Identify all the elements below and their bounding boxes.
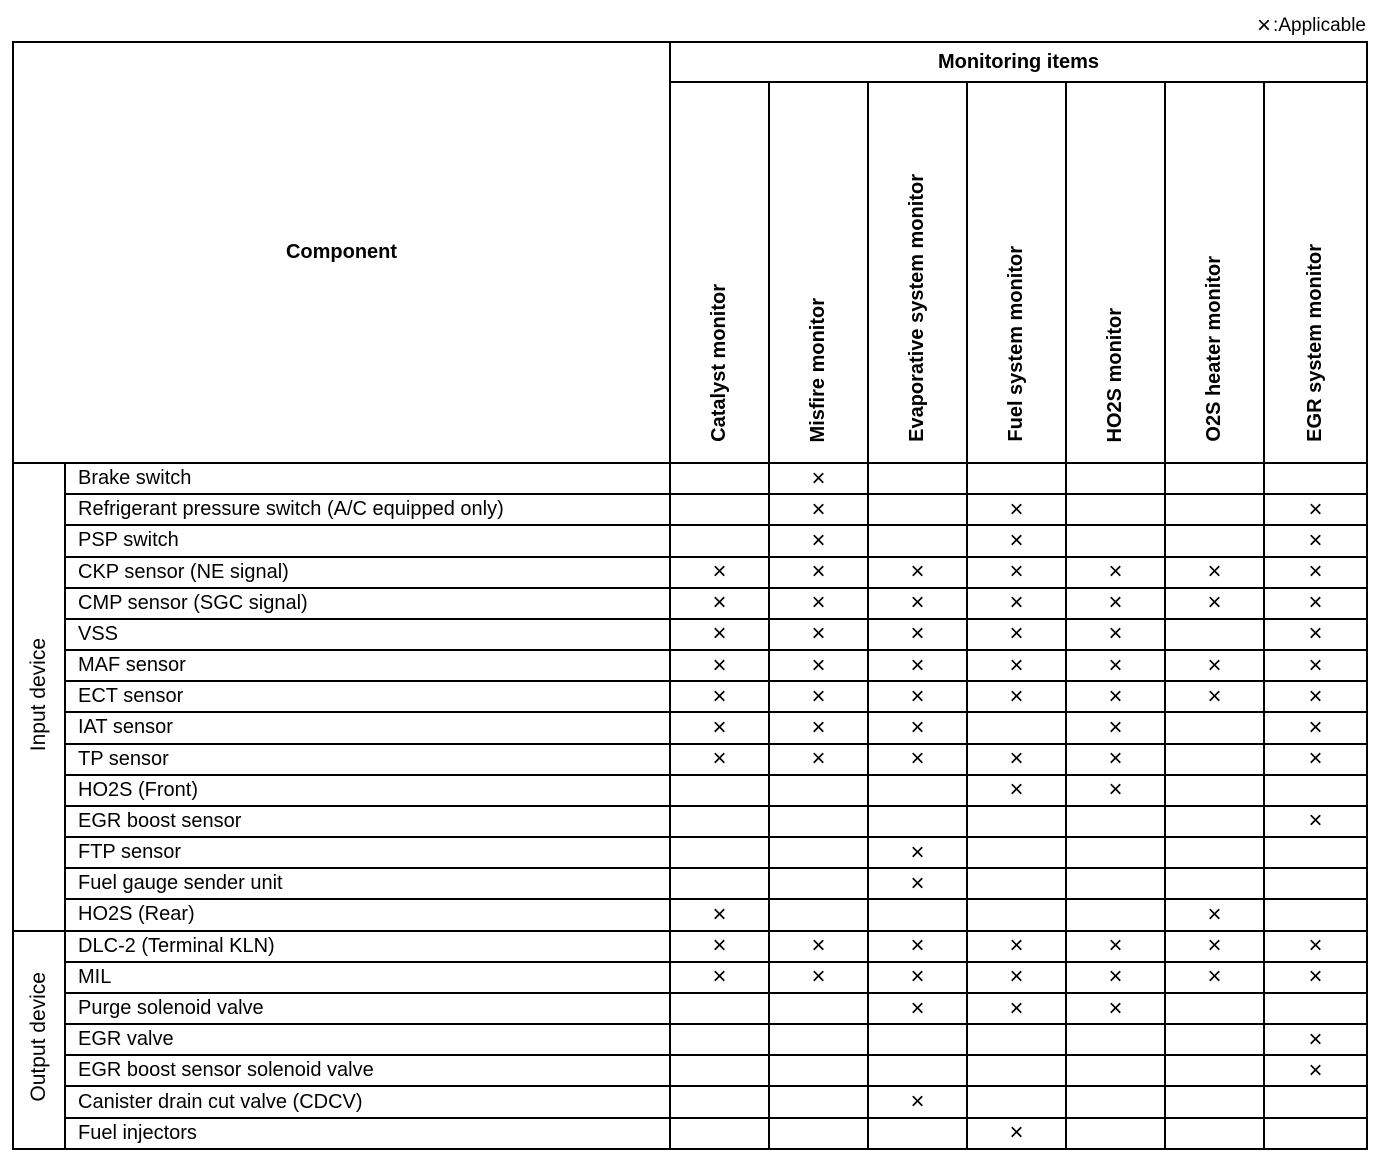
empty-cell	[670, 868, 769, 899]
applicable-mark: ×	[868, 868, 967, 899]
table-row	[13, 806, 1367, 837]
table-row	[13, 899, 1367, 930]
component-name: HO2S (Front)	[65, 775, 670, 806]
empty-cell	[1264, 899, 1367, 930]
monitor-column-header	[868, 82, 967, 463]
monitor-column-label: O2S heater monitor	[1203, 256, 1225, 442]
table-row	[13, 1086, 1367, 1117]
applicable-mark: ×	[769, 712, 868, 743]
empty-cell	[769, 837, 868, 868]
applicable-mark: ×	[1066, 931, 1165, 962]
empty-cell	[1165, 1086, 1264, 1117]
applicable-mark: ×	[769, 588, 868, 619]
matrix-body	[13, 463, 1367, 1149]
applicable-mark: ×	[670, 712, 769, 743]
table-row	[13, 557, 1367, 588]
empty-cell	[1264, 775, 1367, 806]
empty-cell	[868, 1024, 967, 1055]
empty-cell	[1264, 1118, 1367, 1149]
applicable-mark: ×	[967, 962, 1066, 993]
empty-cell	[1165, 775, 1264, 806]
component-name: TP sensor	[65, 744, 670, 775]
empty-cell	[670, 525, 769, 556]
applicable-mark: ×	[769, 962, 868, 993]
empty-cell	[1165, 494, 1264, 525]
empty-cell	[967, 1086, 1066, 1117]
applicable-mark: ×	[769, 650, 868, 681]
applicable-mark: ×	[670, 681, 769, 712]
empty-cell	[670, 993, 769, 1024]
component-name: HO2S (Rear)	[65, 899, 670, 930]
component-name: Refrigerant pressure switch (A/C equipped only)	[65, 494, 670, 525]
applicable-mark: ×	[868, 619, 967, 650]
monitor-column-header	[967, 82, 1066, 463]
applicable-mark: ×	[670, 557, 769, 588]
applicable-mark: ×	[868, 712, 967, 743]
component-name: FTP sensor	[65, 837, 670, 868]
empty-cell	[769, 868, 868, 899]
applicable-mark: ×	[670, 744, 769, 775]
empty-cell	[1165, 806, 1264, 837]
table-row	[13, 463, 1367, 494]
empty-cell	[1066, 463, 1165, 494]
applicable-mark: ×	[1165, 962, 1264, 993]
empty-cell	[670, 837, 769, 868]
device-group-cell	[13, 463, 65, 931]
applicable-mark: ×	[1264, 494, 1367, 525]
applicable-mark: ×	[967, 744, 1066, 775]
table-row	[13, 931, 1367, 962]
empty-cell	[967, 837, 1066, 868]
monitoring-matrix-table	[12, 41, 1368, 1150]
applicable-mark: ×	[967, 931, 1066, 962]
component-name: EGR boost sensor solenoid valve	[65, 1055, 670, 1086]
applicable-mark: ×	[1165, 650, 1264, 681]
applicable-mark: ×	[1066, 775, 1165, 806]
component-name: Fuel injectors	[65, 1118, 670, 1149]
component-name: PSP switch	[65, 525, 670, 556]
applicable-mark: ×	[769, 463, 868, 494]
applicable-mark: ×	[670, 619, 769, 650]
table-row	[13, 837, 1367, 868]
empty-cell	[1165, 463, 1264, 494]
applicable-legend-text: :Applicable	[1273, 15, 1366, 36]
monitor-column-label: EGR system monitor	[1304, 244, 1327, 442]
empty-cell	[1264, 1086, 1367, 1117]
empty-cell	[967, 899, 1066, 930]
component-header: Component	[13, 42, 670, 463]
empty-cell	[868, 775, 967, 806]
applicable-mark: ×	[967, 619, 1066, 650]
component-name: Canister drain cut valve (CDCV)	[65, 1086, 670, 1117]
applicable-mark: ×	[1165, 557, 1264, 588]
empty-cell	[1066, 806, 1165, 837]
empty-cell	[868, 1118, 967, 1149]
empty-cell	[1165, 1118, 1264, 1149]
monitor-column-label: Catalyst monitor	[708, 284, 730, 442]
empty-cell	[670, 1086, 769, 1117]
applicable-mark: ×	[868, 588, 967, 619]
component-name: MAF sensor	[65, 650, 670, 681]
device-group-cell	[13, 931, 65, 1149]
empty-cell	[868, 899, 967, 930]
empty-cell	[967, 1055, 1066, 1086]
table-row	[13, 744, 1367, 775]
applicable-mark: ×	[1264, 557, 1367, 588]
applicable-mark: ×	[1257, 12, 1272, 39]
table-row	[13, 681, 1367, 712]
empty-cell	[1066, 1055, 1165, 1086]
component-name: EGR boost sensor	[65, 806, 670, 837]
table-row	[13, 1024, 1367, 1055]
empty-cell	[1165, 619, 1264, 650]
table-row	[13, 775, 1367, 806]
empty-cell	[1165, 868, 1264, 899]
table-row	[13, 868, 1367, 899]
component-name: DLC-2 (Terminal KLN)	[65, 931, 670, 962]
applicable-mark: ×	[1264, 962, 1367, 993]
applicable-mark: ×	[1066, 962, 1165, 993]
applicable-mark: ×	[1066, 619, 1165, 650]
applicable-mark: ×	[670, 931, 769, 962]
component-name: CKP sensor (NE signal)	[65, 557, 670, 588]
empty-cell	[670, 463, 769, 494]
applicable-mark: ×	[769, 744, 868, 775]
monitor-column-label: Fuel system monitor	[1005, 246, 1027, 442]
empty-cell	[769, 899, 868, 930]
empty-cell	[967, 868, 1066, 899]
empty-cell	[1165, 525, 1264, 556]
empty-cell	[1066, 494, 1165, 525]
empty-cell	[670, 1118, 769, 1149]
monitoring-items-header: Monitoring items	[670, 42, 1367, 82]
applicable-mark: ×	[670, 650, 769, 681]
applicable-mark: ×	[769, 525, 868, 556]
applicable-mark: ×	[769, 557, 868, 588]
applicable-mark: ×	[1066, 650, 1165, 681]
table-row	[13, 525, 1367, 556]
applicable-mark: ×	[769, 619, 868, 650]
empty-cell	[1066, 1024, 1165, 1055]
empty-cell	[769, 993, 868, 1024]
device-group-label: Input device	[27, 637, 50, 751]
monitor-column-label: Evaporative system monitor	[906, 174, 928, 442]
component-name: ECT sensor	[65, 681, 670, 712]
component-name: VSS	[65, 619, 670, 650]
applicable-mark: ×	[769, 494, 868, 525]
empty-cell	[1066, 525, 1165, 556]
empty-cell	[670, 775, 769, 806]
applicable-mark: ×	[1066, 588, 1165, 619]
empty-cell	[868, 1055, 967, 1086]
empty-cell	[769, 775, 868, 806]
applicable-mark: ×	[967, 775, 1066, 806]
table-row	[13, 712, 1367, 743]
applicable-mark: ×	[1264, 1024, 1367, 1055]
empty-cell	[670, 1055, 769, 1086]
table-row	[13, 962, 1367, 993]
applicable-mark: ×	[1264, 1055, 1367, 1086]
applicable-mark: ×	[670, 588, 769, 619]
empty-cell	[1165, 993, 1264, 1024]
empty-cell	[1066, 837, 1165, 868]
applicable-mark: ×	[1264, 744, 1367, 775]
applicable-mark: ×	[868, 837, 967, 868]
applicable-mark: ×	[868, 681, 967, 712]
applicable-mark: ×	[868, 557, 967, 588]
applicable-mark: ×	[967, 1118, 1066, 1149]
empty-cell	[1165, 744, 1264, 775]
empty-cell	[670, 494, 769, 525]
empty-cell	[670, 806, 769, 837]
applicable-mark: ×	[868, 1086, 967, 1117]
applicable-mark: ×	[1165, 931, 1264, 962]
empty-cell	[1165, 712, 1264, 743]
component-name: EGR valve	[65, 1024, 670, 1055]
empty-cell	[1264, 463, 1367, 494]
applicable-mark: ×	[1264, 931, 1367, 962]
empty-cell	[967, 806, 1066, 837]
empty-cell	[967, 463, 1066, 494]
applicable-mark: ×	[1264, 681, 1367, 712]
applicable-mark: ×	[670, 962, 769, 993]
table-row	[13, 619, 1367, 650]
applicable-mark: ×	[1165, 588, 1264, 619]
monitor-column-label: HO2S monitor	[1104, 307, 1126, 442]
applicable-mark: ×	[967, 525, 1066, 556]
applicable-mark: ×	[670, 899, 769, 930]
applicable-mark: ×	[868, 744, 967, 775]
applicable-mark: ×	[1264, 650, 1367, 681]
applicable-mark: ×	[967, 557, 1066, 588]
empty-cell	[1165, 1055, 1264, 1086]
applicable-legend	[1257, 12, 1366, 40]
empty-cell	[1264, 993, 1367, 1024]
applicable-mark: ×	[1264, 712, 1367, 743]
applicable-mark: ×	[868, 962, 967, 993]
table-row	[13, 588, 1367, 619]
table-row	[13, 993, 1367, 1024]
empty-cell	[670, 1024, 769, 1055]
component-name: IAT sensor	[65, 712, 670, 743]
applicable-mark: ×	[1264, 525, 1367, 556]
monitor-column-header	[1165, 82, 1264, 463]
table-row	[13, 1118, 1367, 1149]
applicable-mark: ×	[967, 993, 1066, 1024]
applicable-mark: ×	[1165, 899, 1264, 930]
empty-cell	[769, 1024, 868, 1055]
empty-cell	[769, 1086, 868, 1117]
empty-cell	[1066, 899, 1165, 930]
empty-cell	[868, 463, 967, 494]
empty-cell	[769, 1118, 868, 1149]
applicable-mark: ×	[967, 650, 1066, 681]
applicable-mark: ×	[769, 931, 868, 962]
empty-cell	[967, 1024, 1066, 1055]
monitor-column-header	[769, 82, 868, 463]
applicable-mark: ×	[1264, 806, 1367, 837]
empty-cell	[769, 806, 868, 837]
empty-cell	[868, 525, 967, 556]
empty-cell	[868, 806, 967, 837]
applicable-mark: ×	[868, 931, 967, 962]
monitor-column-header	[1264, 82, 1367, 463]
empty-cell	[1066, 868, 1165, 899]
component-name: Brake switch	[65, 463, 670, 494]
monitor-column-header	[1066, 82, 1165, 463]
empty-cell	[967, 712, 1066, 743]
applicable-mark: ×	[1066, 681, 1165, 712]
monitor-column-label: Misfire monitor	[807, 297, 829, 442]
applicable-mark: ×	[1066, 993, 1165, 1024]
applicable-mark: ×	[1165, 681, 1264, 712]
table-row	[13, 1055, 1367, 1086]
empty-cell	[1066, 1086, 1165, 1117]
applicable-mark: ×	[1066, 557, 1165, 588]
applicable-mark: ×	[1264, 588, 1367, 619]
component-name: Fuel gauge sender unit	[65, 868, 670, 899]
table-row	[13, 494, 1367, 525]
empty-cell	[1066, 1118, 1165, 1149]
applicable-mark: ×	[1264, 619, 1367, 650]
applicable-mark: ×	[1066, 712, 1165, 743]
applicable-mark: ×	[868, 650, 967, 681]
empty-cell	[1264, 837, 1367, 868]
empty-cell	[769, 1055, 868, 1086]
applicable-mark: ×	[868, 993, 967, 1024]
empty-cell	[868, 494, 967, 525]
applicable-mark: ×	[967, 681, 1066, 712]
monitor-column-header	[670, 82, 769, 463]
empty-cell	[1165, 1024, 1264, 1055]
applicable-mark: ×	[967, 494, 1066, 525]
component-name: Purge solenoid valve	[65, 993, 670, 1024]
applicable-mark: ×	[967, 588, 1066, 619]
component-name: CMP sensor (SGC signal)	[65, 588, 670, 619]
empty-cell	[1165, 837, 1264, 868]
applicable-mark: ×	[1066, 744, 1165, 775]
empty-cell	[1264, 868, 1367, 899]
applicable-mark: ×	[769, 681, 868, 712]
table-row	[13, 650, 1367, 681]
device-group-label: Output device	[27, 972, 50, 1103]
component-name: MIL	[65, 962, 670, 993]
